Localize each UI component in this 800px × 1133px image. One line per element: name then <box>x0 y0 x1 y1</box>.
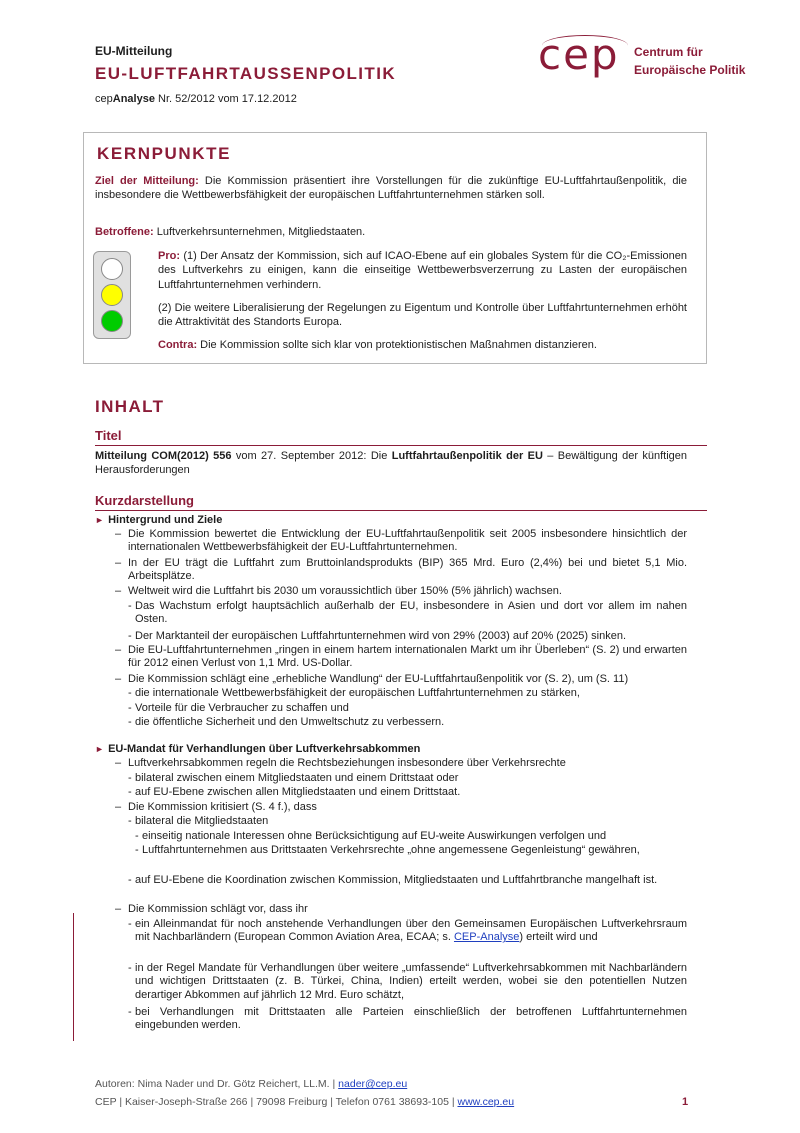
cep-analyse-link[interactable]: CEP-Analyse <box>453 931 520 944</box>
footer-address: CEP | Kaiser-Joseph-Straße 266 | 79098 Freiburg | Telefon 0761 38693-105 | www.cep.eu <box>95 1096 515 1108</box>
titel-rule <box>95 445 707 446</box>
list-subitem: - bilateral zwischen einem Mitgliedstaaten und einem Drittstaat oder <box>128 772 459 784</box>
footer-authors: Autoren: Nima Nader und Dr. Götz Reichert, LL.M. | nader@cep.eu <box>95 1078 408 1090</box>
list-item: – Die Kommission schlägt eine „erhebliche Wandlung“ der EU-Luftfahrtaußenpolitik vor (S. 2), um (S. 11) <box>115 673 629 685</box>
author-email-link[interactable]: nader@cep.eu <box>338 1078 408 1090</box>
logo-wordmark: cep <box>538 30 620 79</box>
list-item: – Die EU-Luftfahrtunternehmen „ringen in einem hartem internationalen Markt um ihr Überleben“ (S. 2) und erwarten für 2012 einen Verlust von 1,1 Mrd. US-Dollar. <box>115 644 687 670</box>
list-subitem: - Vorteile für die Verbraucher zu schaffen und <box>128 702 349 714</box>
kernpunkte-title: KERNPUNKTE <box>97 144 232 163</box>
ziel-paragraph: Ziel der Mitteilung: Die Kommission präsentiert ihre Vorstellungen für die zukünftige EU-Luftfahrtaußenpolitik, die insbesondere die Wettbewerbsfähigkeit der europäischen Luftfahrtunternehmen stärken soll. <box>95 175 687 202</box>
titel-text: Mitteilung COM(2012) 556 vom 27. September 2012: Die Luftfahrtaußenpolitik der EU – Bewältigung der künftigen Herausforderungen <box>95 450 688 477</box>
list-subitem: - in der Regel Mandate für Verhandlungen über weitere „umfassende“ Luftverkehrsabkommen mit Nachbarländern und wichtigen Drittstaaten (z. B. Türkei, China, Indien) erteilt werden, wobei sie den potentiellen Nutzen derartiger Abkommen auf jährlich 12 Mrd. Euro schätzt, <box>128 962 687 1001</box>
betroffene-paragraph: Betroffene: Luftverkehrsunternehmen, Mitgliedstaaten. <box>95 226 366 238</box>
list-subsubitem: - Luftfahrtunternehmen aus Drittstaaten Verkehrsrechte „ohne angemessene Gegenleistung“ gewähren, <box>135 844 640 856</box>
kurzdarstellung-heading: Kurzdarstellung <box>95 493 194 508</box>
list-subsubitem: - einseitig nationale Interessen ohne Berücksichtigung auf EU-weite Auswirkungen verfolgen und <box>135 830 607 842</box>
change-marker-bar <box>73 913 74 1041</box>
list-item: – Luftverkehrsabkommen regeln die Rechtsbeziehungen insbesondere über Verkehrsrechte <box>115 757 566 769</box>
logo-line-2: Europäische Politik <box>634 63 746 77</box>
pro-paragraph-2: (2) Die weitere Liberalisierung der Regelungen zu Eigentum und Kontrolle über Luftfahrtunternehmen erhöht die Attraktivität des Standorts Europa. <box>158 302 687 329</box>
list-item: – Weltweit wird die Luftfahrt bis 2030 um voraussichtlich über 150% (5% jährlich) wachsen. <box>115 585 562 597</box>
list-subitem: - Der Marktanteil der europäischen Luftfahrtunternehmen wird von 29% (2003) auf 20% (2025) sinken. <box>128 630 626 642</box>
list-item: – Die Kommission schlägt vor, dass ihr <box>115 903 308 915</box>
list-item: – In der EU trägt die Luftfahrt zum Bruttoinlandsprodukts (BIP) 365 Mrd. Euro (2,4%) bei und bietet 5,1 Mio. Arbeitsplätze. <box>115 557 687 583</box>
traffic-light-green <box>101 310 123 332</box>
page-number: 1 <box>682 1096 689 1108</box>
cep-logo <box>538 30 768 83</box>
list-subitem: - die öffentliche Sicherheit und den Umweltschutz zu verbessern. <box>128 716 445 728</box>
website-link[interactable]: www.cep.eu <box>457 1096 515 1108</box>
list-item: – Die Kommission bewertet die Entwicklung der EU-Luftfahrtaußenpolitik seit 2005 insbesondere hinsichtlich der internationalen Wettbewerbsfähigkeit der EU-Luftfahrtunternehmen. <box>115 528 687 554</box>
list-subitem: - bilateral die Mitgliedstaaten <box>128 815 269 827</box>
document-type-label: EU-Mitteilung <box>95 44 173 58</box>
list-subitem: - bei Verhandlungen mit Drittstaaten alle Parteien einschließlich der betroffenen Luftfahrtunternehmen eingebunden werden. <box>128 1006 687 1032</box>
section-heading-eu-mandat: ► EU-Mandat für Verhandlungen über Luftverkehrsabkommen <box>95 743 421 755</box>
inhalt-title: INHALT <box>95 397 165 416</box>
traffic-light-yellow <box>101 284 123 306</box>
traffic-light-white <box>101 258 123 280</box>
titel-heading: Titel <box>95 428 122 443</box>
list-subitem: - die internationale Wettbewerbsfähigkeit der europäischen Luftfahrtunternehmen zu stärken, <box>128 687 580 699</box>
logo-line-1: Centrum für <box>634 45 703 59</box>
list-subitem: - auf EU-Ebene zwischen allen Mitgliedstaaten und einem Drittstaat. <box>128 786 461 798</box>
kurzdarstellung-rule <box>95 510 707 511</box>
analyse-reference: cepAnalyse Nr. 52/2012 vom 17.12.2012 <box>95 93 297 105</box>
list-subitem: - auf EU-Ebene die Koordination zwischen Kommission, Mitgliedstaaten und Luftfahrtbranche mangelhaft ist. <box>128 874 658 886</box>
list-subitem: - ein Alleinmandat für noch anstehende Verhandlungen über den Gemeinsamen Europäischen Luftverkehrsraum mit Nachbarländern (European Common Aviation Area, ECAA; s. CEP-Analyse) erteilt wird und <box>128 918 687 944</box>
traffic-light-icon <box>93 251 131 339</box>
pro-paragraph-1: Pro: (1) Der Ansatz der Kommission, sich auf ICAO-Ebene auf ein globales System für die CO₂-Emissionen des Luftverkehrs zu einigen, kann die einseitige Wettbewerbsverzerrung zu Lasten der europäischen Luftfahrtunternehmen verhindern. <box>158 250 687 291</box>
section-heading-hintergrund: ► Hintergrund und Ziele <box>95 514 223 526</box>
bullet-triangle-icon: ► <box>95 515 104 525</box>
list-subitem: - Das Wachstum erfolgt hauptsächlich außerhalb der EU, insbesondere in Asien und dort vor allem im nahen Osten. <box>128 600 687 626</box>
contra-paragraph: Contra: Die Kommission sollte sich klar von protektionistischen Maßnahmen distanzieren. <box>158 339 597 351</box>
document-title: EU-LUFTFAHRTAUSSENPOLITIK <box>95 64 397 83</box>
bullet-triangle-icon: ► <box>95 744 104 754</box>
list-item: – Die Kommission kritisiert (S. 4 f.), dass <box>115 801 317 813</box>
